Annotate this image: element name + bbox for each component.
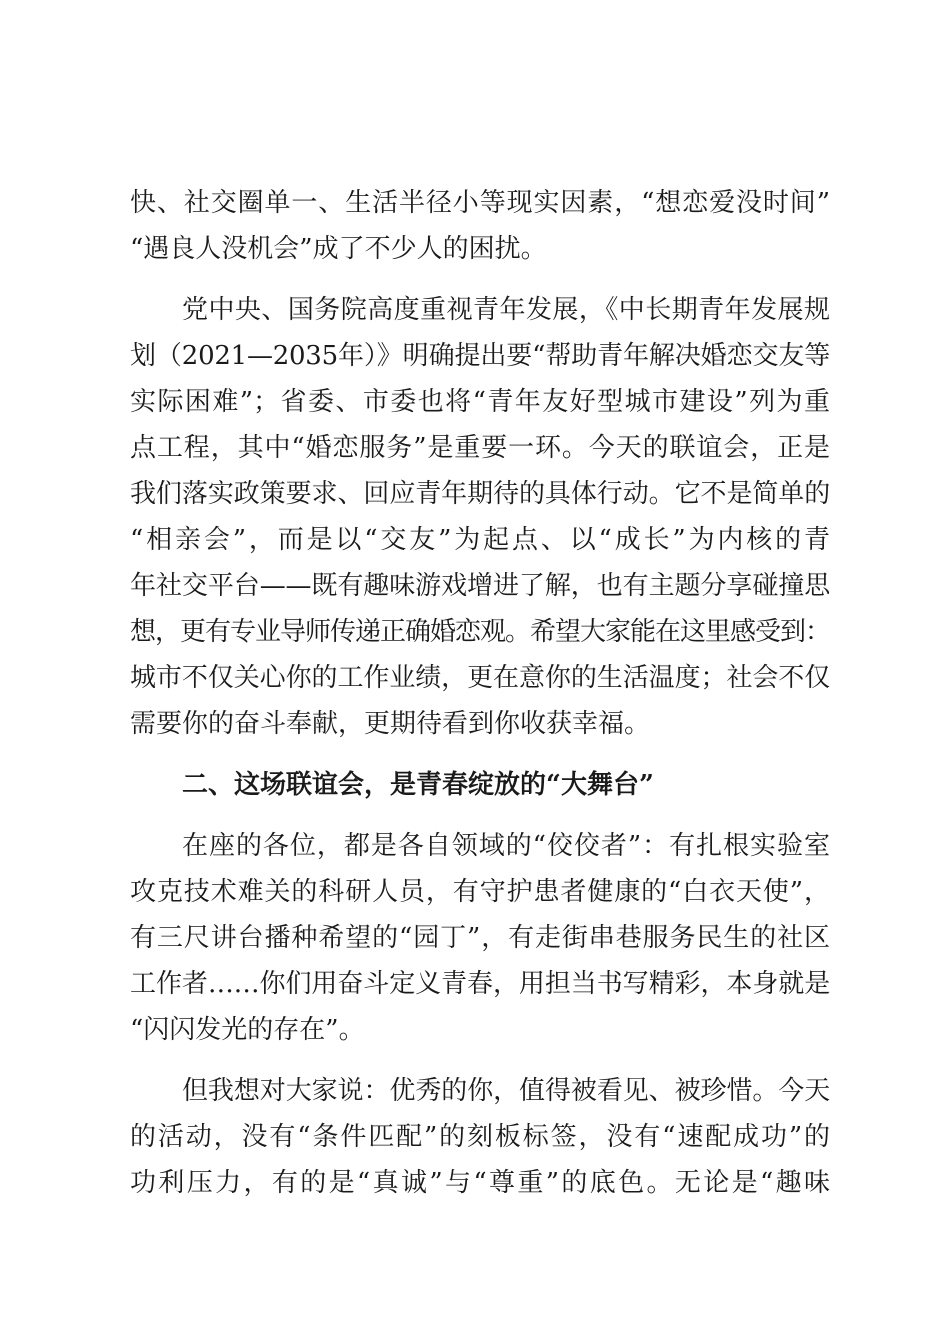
paragraph-line: 想，更有专业导师传递正确婚恋观。希望大家能在这里感受到：	[130, 617, 831, 647]
section-heading: 二、这场联谊会，是青春绽放的“大舞台”	[182, 770, 654, 800]
paragraph-line: 我们落实政策要求、回应青年期待的具体行动。它不是简单的	[130, 479, 830, 509]
paragraph-line: 实际困难”；省委、市委也将“青年友好型城市建设”列为重	[130, 387, 830, 417]
paragraph-line: 点工程，其中“婚恋服务”是重要一环。今天的联谊会，正是	[130, 433, 830, 463]
paragraph-line: “遇良人没机会”成了不少人的困扰。	[130, 234, 547, 264]
paragraph-line: 划（2021—2035年）》明确提出要“帮助青年解决婚恋交友等	[130, 341, 830, 371]
paragraph-line: 党中央、国务院高度重视青年发展，《中长期青年发展规	[182, 295, 830, 325]
paragraph-line: 有三尺讲台播种希望的“园丁”，有走街串巷服务民生的社区	[130, 923, 830, 953]
paragraph-line: 但我想对大家说：优秀的你，值得被看见、被珍惜。今天	[182, 1076, 830, 1106]
paragraph-line: 城市不仅关心你的工作业绩，更在意你的生活温度；社会不仅	[130, 663, 830, 693]
paragraph-line: 功利压力，有的是“真诚”与“尊重”的底色。无论是“趣味	[130, 1168, 830, 1198]
paragraph-line: 年社交平台——既有趣味游戏增进了解，也有主题分享碰撞思	[130, 571, 830, 601]
paragraph-line: “相亲会”，而是以“交友”为起点、以“成长”为内核的青	[130, 525, 830, 555]
paragraph-line: 需要你的奋斗奉献，更期待看到你收获幸福。	[130, 709, 651, 739]
paragraph-line: “闪闪发光的存在”。	[130, 1015, 365, 1045]
paragraph-line: 攻克技术难关的科研人员，有守护患者健康的“白衣天使”，	[130, 877, 830, 907]
paragraph-line: 在座的各位，都是各自领域的“佼佼者”：有扎根实验室	[182, 831, 830, 861]
paragraph-line: 工作者……你们用奋斗定义青春，用担当书写精彩，本身就是	[130, 969, 830, 999]
paragraph-line: 的活动，没有“条件匹配”的刻板标签，没有“速配成功”的	[130, 1122, 830, 1152]
paragraph-line: 快、社交圈单一、生活半径小等现实因素，“想恋爱没时间”	[130, 188, 830, 218]
